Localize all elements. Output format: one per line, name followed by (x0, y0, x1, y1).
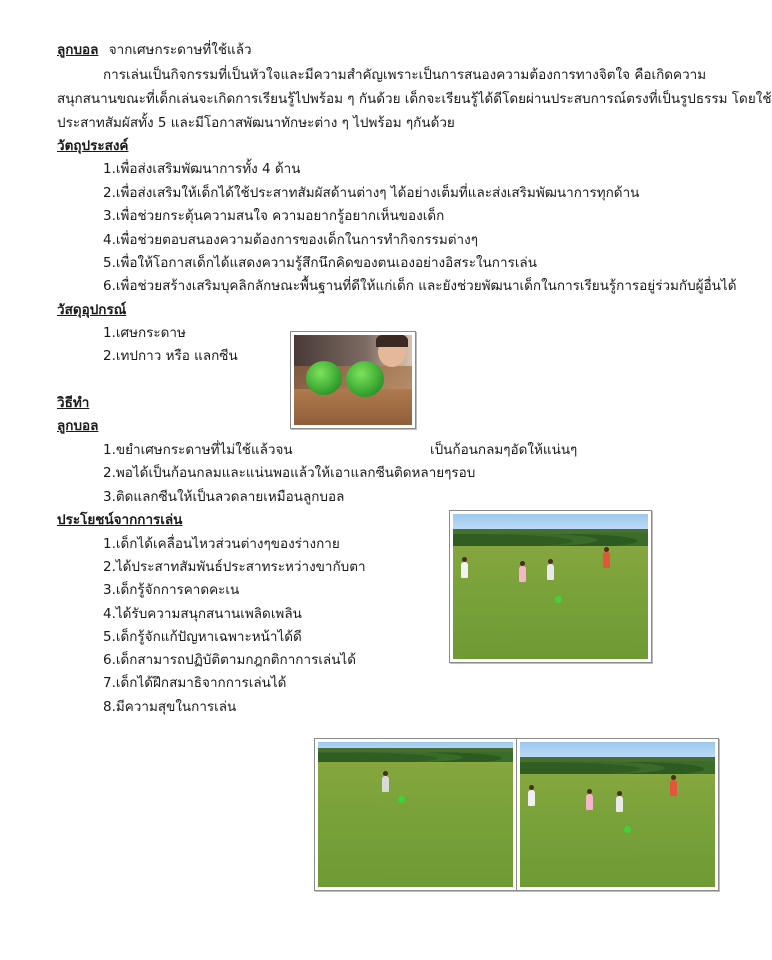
green-ball-left (306, 361, 342, 395)
material-item-1: 1.เศษกระดาษ (103, 325, 186, 341)
paper-balls-photo (290, 331, 416, 429)
objective-item-1: 1.เพื่อส่งเสริมพัฒนาการทั้ง 4 ด้าน (103, 161, 301, 177)
objective-item-6: 6.เพื่อช่วยสร้างเสริมบุคลิกลักษณะพื้นฐานที่ดีให้แก่เด็ก และยังช่วยพัฒนาเด็กในการเรียนรู้การอยู่ร่วมกับผู้อื่นได้ (103, 278, 737, 294)
intro-line-2: สนุกสนานขณะที่เด็กเล่นจะเกิดการเรียนรู้ไปพร้อม ๆ กันด้วย เด็กจะเรียนรู้ได้ดีโดยผ่านประสบการณ์ตรงที่เป็นรูปธรรม โดยใช้ (57, 91, 772, 107)
benefit-item-4: 4.ได้รับความสนุกสนานเพลิดเพลิน (103, 606, 302, 622)
materials-heading: วัสดุอุปกรณ์ (57, 302, 127, 318)
objective-item-2: 2.เพื่อส่งเสริมให้เด็กได้ใช้ประสาทสัมผัสด้านต่างๆ ได้อย่างเต็มที่และส่งเสริมพัฒนาการทุกด้าน (103, 185, 640, 201)
title-label: ลูกบอล (57, 42, 99, 58)
method-heading: วิธีทำ (57, 395, 90, 411)
benefit-item-1: 1.เด็กได้เคลื่อนไหวส่วนต่างๆของร่างกาย (103, 536, 340, 552)
material-item-2: 2.เทปกาว หรือ แลกซีน (103, 348, 238, 364)
field-photo-child (314, 738, 517, 891)
benefit-item-8: 8.มีความสุขในการเล่น (103, 699, 237, 715)
green-ball-right (346, 361, 384, 397)
field-photo-group (516, 738, 719, 891)
benefit-item-6: 6.เด็กสามารถปฏิบัติตามกฎกติกาการเล่นได้ (103, 652, 356, 668)
objective-item-3: 3.เพื่อช่วยกระตุ้นความสนใจ ความอยากรู้อยากเห็นของเด็ก (103, 208, 445, 224)
benefit-item-2: 2.ได้ประสาทสัมพันธ์ประสาทระหว่างขากับตา (103, 559, 366, 575)
method-step-1b: เป็นก้อนกลมๆอัดให้แน่นๆ (430, 442, 578, 458)
method-step-2: 2.พอได้เป็นก้อนกลมและแน่นพอแล้วให้เอาแลกซีนติดหลายๆรอบ (103, 465, 476, 481)
method-step-1a: 1.ขยำเศษกระดาษที่ไม่ใช้แล้วจน (103, 442, 293, 458)
document-title (57, 41, 252, 59)
objectives-heading: วัตถุประสงค์ (57, 138, 129, 154)
title-rest: จากเศษกระดาษที่ใช้แล้ว (108, 42, 252, 58)
benefit-item-5: 5.เด็กรู้จักแก้ปัญหาเฉพาะหน้าได้ดี (103, 629, 302, 645)
benefit-item-3: 3.เด็กรู้จักการคาดคะเน (103, 582, 240, 598)
objective-item-4: 4.เพื่อช่วยตอบสนองความต้องการของเด็กในการทำกิจกรรมต่างๆ (103, 232, 478, 248)
intro-line-1: การเล่นเป็นกิจกรรมที่เป็นหัวใจและมีความสำคัญเพราะเป็นการสนองความต้องการทางจิตใจ คือเกิดความ (103, 67, 707, 83)
benefits-heading: ประโยชน์จากการเล่น (57, 512, 183, 528)
method-subheading: ลูกบอล (57, 418, 99, 434)
intro-line-3: ประสาทสัมผัสทั้ง 5 และมีโอกาสพัฒนาทักษะต่าง ๆ ไปพร้อม ๆกันด้วย (57, 115, 455, 131)
method-step-3: 3.ติดแลกซีนให้เป็นลวดลายเหมือนลูกบอล (103, 489, 345, 505)
field-photo-kids (449, 510, 652, 663)
benefit-item-7: 7.เด็กได้ฝึกสมาธิจากการเล่นได้ (103, 675, 287, 691)
objective-item-5: 5.เพื่อให้โอกาสเด็กได้แสดงความรู้สึกนึกคิดของตนเองอย่างอิสระในการเล่น (103, 255, 537, 271)
